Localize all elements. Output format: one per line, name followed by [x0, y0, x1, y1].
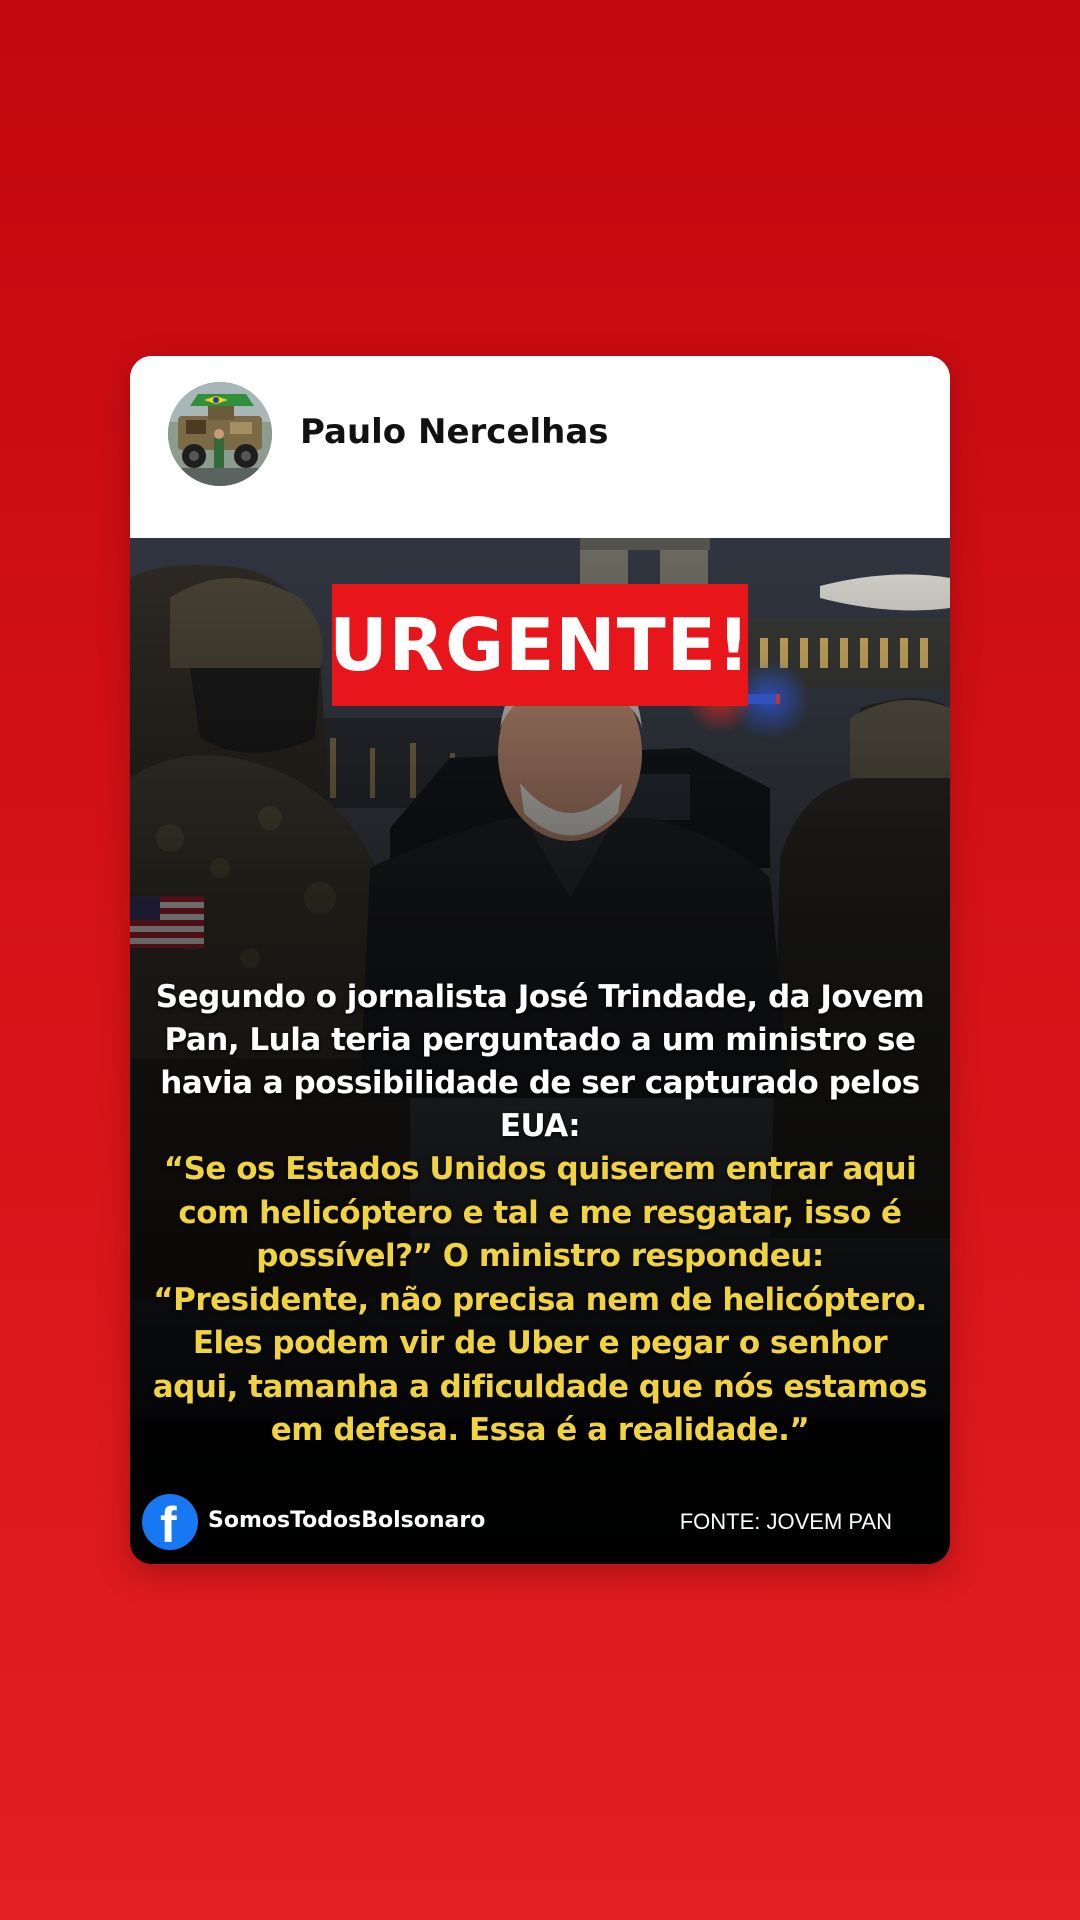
post-header: [130, 356, 950, 538]
post-caption: [150, 976, 930, 1453]
caption-intro: Segundo o jornalista José Trindade, da Jovem Pan, Lula teria perguntado a um ministro se havia a possibilidade de ser capturado pelos EUA:: [155, 979, 925, 1144]
urgent-banner-text: URGENTE!: [329, 603, 751, 687]
military-vehicle-icon: [168, 382, 272, 486]
source-label: FONTE: JOVEM PAN: [679, 1509, 892, 1534]
caption-quote: “Se os Estados Unidos quiserem entrar aqui com helicóptero e tal e me resgatar, isso é possível?” O ministro respondeu: “Presidente, não precisa nem de helicóptero. Eles podem vir de Uber e pegar o senhor aqui, tamanha a dificuldade que nós estamos em defesa. Essa é a realidade.”: [152, 1151, 928, 1448]
urgent-banner: [329, 584, 751, 706]
post-card: [130, 356, 950, 1564]
author-name[interactable]: Paulo Nercelhas: [300, 412, 609, 452]
facebook-icon: f: [142, 1494, 198, 1550]
page-name: SomosTodosBolsonaro: [208, 1508, 486, 1533]
post-image[interactable]: [130, 538, 950, 1564]
author-avatar[interactable]: [168, 382, 272, 486]
image-footer: [130, 1490, 950, 1564]
